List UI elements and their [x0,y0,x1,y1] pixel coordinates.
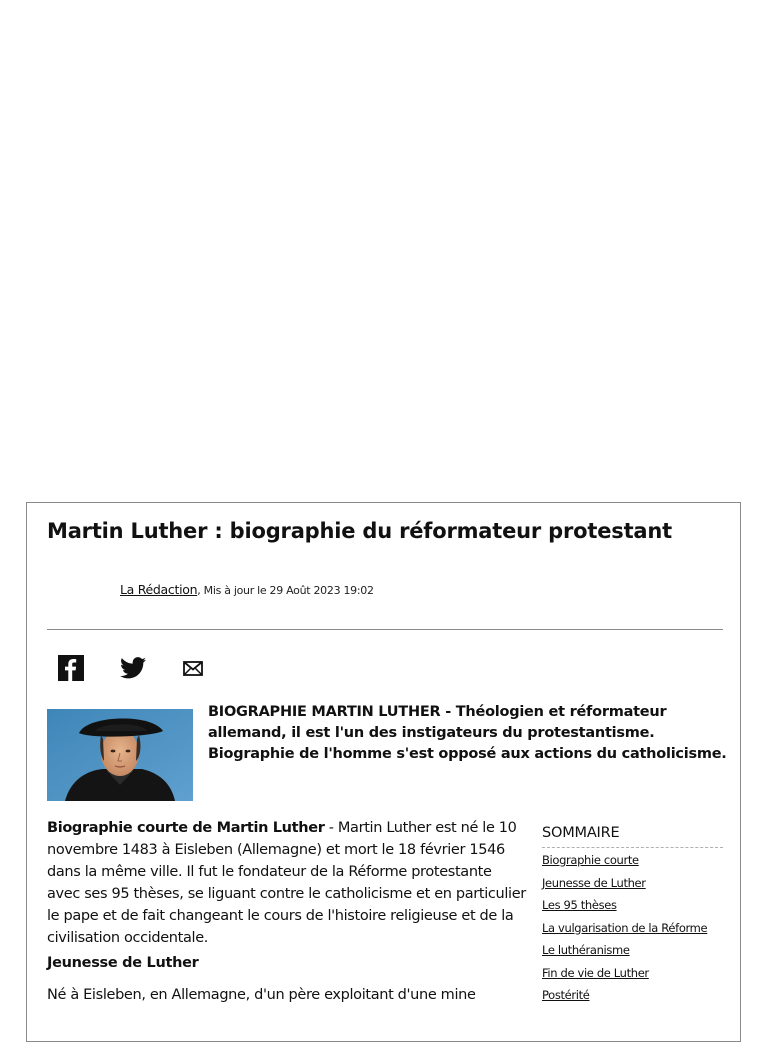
article-lead: BIOGRAPHIE MARTIN LUTHER - Théologien et réformateur allemand, il est l'un des instigateurs du protestantisme. Biographie de l'homme s'est opposé aux actions du catholicisme. [208,704,727,762]
share-twitter-button[interactable] [120,657,146,683]
email-icon [183,661,203,676]
toc-item [542,917,723,940]
share-email-button[interactable] [183,661,203,680]
toc-item [542,894,723,917]
toc-item [542,939,723,962]
toc-title: SOMMAIRE [542,825,723,848]
byline [120,582,374,597]
twitter-icon [120,657,146,679]
toc-list [542,849,723,1007]
luther-portrait-image [47,709,193,801]
toc-item [542,872,723,895]
toc-link-95-theses[interactable]: Les 95 thèses [542,898,617,912]
header-divider [47,629,723,630]
intro-text: - Martin Luther est né le 10 novembre 1483 à Eisleben (Allemagne) et mort le 18 février 1546 dans la même ville. Il fut le fondateur de la Réforme protestante avec ses 95 thèses, se liguant contre le catholicisme et en particulier le pape et de fait changeant le cours de l'histoire religieuse et de la civilisation occidentale. [47,820,526,946]
table-of-contents [542,825,723,1007]
share-facebook-button[interactable] [58,655,84,685]
toc-link-biographie-courte[interactable]: Biographie courte [542,853,639,867]
toc-link-vulgarisation[interactable]: La vulgarisation de la Réforme [542,920,708,935]
toc-link-fin-de-vie[interactable]: Fin de vie de Luther [542,965,649,980]
facebook-icon [58,655,84,681]
toc-item [542,849,723,872]
section-heading-jeunesse: Jeunesse de Luther [47,955,199,971]
toc-link-jeunesse[interactable]: Jeunesse de Luther [542,875,646,890]
intro-paragraph [47,817,527,949]
intro-bold-label: Biographie courte de Martin Luther [47,820,325,836]
toc-link-lutheranisme[interactable]: Le luthéranisme [542,943,630,957]
author-link[interactable]: La Rédaction [120,582,198,597]
section-paragraph-jeunesse: Né à Eisleben, en Allemagne, d'un père exploitant d'une mine [47,987,476,1003]
toc-link-posterite[interactable]: Postérité [542,988,590,1002]
toc-item [542,984,723,1007]
article-card [26,502,741,1042]
publish-date: , Mis à jour le 29 Août 2023 19:02 [197,584,374,597]
toc-item [542,962,723,985]
article-title: Martin Luther : biographie du réformateur protestant [47,519,672,543]
